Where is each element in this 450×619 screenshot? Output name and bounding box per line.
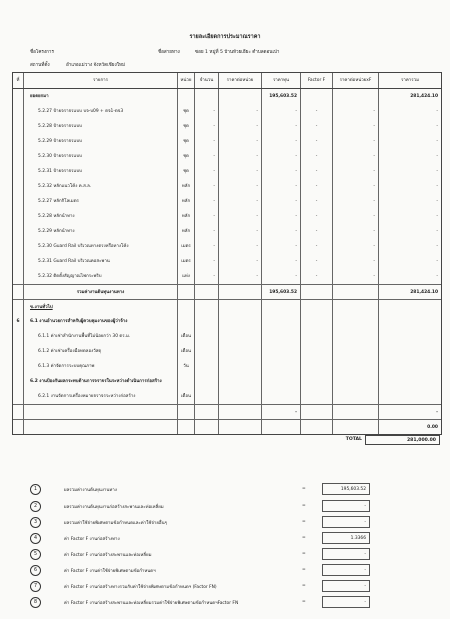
price-with-factor	[332, 314, 378, 329]
price-with-factor	[332, 285, 378, 299]
cost: -	[261, 149, 300, 164]
item-description	[23, 405, 177, 419]
number-circle-icon: 3	[30, 517, 41, 528]
equals-sign: =	[302, 503, 306, 508]
quantity: -	[194, 269, 218, 284]
table-row	[13, 224, 441, 239]
unit: ชุด	[177, 149, 194, 164]
unit: ชุด	[177, 119, 194, 134]
quantity	[194, 89, 218, 104]
factor-f	[300, 314, 332, 329]
unit-price: -	[218, 164, 261, 179]
unit-price	[218, 285, 261, 299]
table-row	[13, 374, 441, 389]
unit	[177, 285, 194, 299]
item-description: 5.2.30 ป้ายจราจรแบบ	[23, 149, 177, 164]
quantity	[194, 359, 218, 374]
table-row	[13, 299, 441, 314]
estimate-table	[12, 72, 442, 435]
unit	[177, 405, 194, 419]
col-header-unit-price: ราคาต่อหน่วย	[218, 73, 261, 88]
total-price	[378, 374, 441, 389]
total-price	[378, 359, 441, 374]
unit: หลัก	[177, 224, 194, 239]
cost	[261, 300, 300, 314]
total-value: 281,000.00	[365, 435, 440, 445]
unit: เดือน	[177, 329, 194, 344]
total-price: -	[378, 119, 441, 134]
summary-line	[30, 501, 370, 515]
item-description: 5.2.31 Guard Rail บริเวณคอสะพาน	[23, 254, 177, 269]
row-no	[13, 104, 23, 119]
row-no	[13, 164, 23, 179]
factor-f: -	[300, 209, 332, 224]
factor-f: -	[300, 134, 332, 149]
number-circle-icon: 2	[30, 501, 41, 512]
unit	[177, 89, 194, 104]
price-with-factor: -	[332, 224, 378, 239]
unit-price	[218, 359, 261, 374]
total-price: 281,424.10	[378, 285, 441, 299]
table-row	[13, 284, 441, 299]
row-no	[13, 134, 23, 149]
equals-sign: =	[302, 519, 306, 524]
cost: -	[261, 164, 300, 179]
cost: -	[261, 269, 300, 284]
quantity: -	[194, 224, 218, 239]
number-circle-icon: 4	[30, 533, 41, 544]
table-row	[13, 179, 441, 194]
price-with-factor: -	[332, 179, 378, 194]
quantity	[194, 420, 218, 434]
table-row	[13, 344, 441, 359]
quantity: -	[194, 239, 218, 254]
total-price: -	[378, 104, 441, 119]
factor-f: -	[300, 149, 332, 164]
total-row	[312, 435, 440, 445]
item-description: ข.งานทั่วไป	[23, 300, 177, 314]
summary-text: ค่า Factor F งานก่อสร้างสะพานและท่อเหลี่ยมรวมค่าใช้จ่ายพิเศษตามข้อกำหนดฯFactor FN	[64, 601, 239, 606]
summary-text: ค่า Factor F งานค่าใช้จ่ายพิเศษตามข้อกำหนดฯ	[64, 569, 156, 574]
row-no	[13, 344, 23, 359]
factor-f: -	[300, 104, 332, 119]
quantity: -	[194, 254, 218, 269]
summary-line	[30, 549, 370, 563]
col-header-item: รายการ	[23, 73, 177, 88]
quantity: -	[194, 149, 218, 164]
total-price	[378, 314, 441, 329]
summary-text: ผลรวมค่างานต้นทุนงานก่อสร้างสะพานและท่อเหลี่ยม	[64, 505, 164, 510]
cost: -	[261, 104, 300, 119]
cost: -	[261, 179, 300, 194]
cost	[261, 389, 300, 404]
cost: -	[261, 405, 300, 419]
row-no	[13, 149, 23, 164]
row-no	[13, 329, 23, 344]
unit: เมตร	[177, 254, 194, 269]
summary-text: ค่า Factor F งานก่อสร้างทาง	[64, 537, 120, 542]
row-no	[13, 359, 23, 374]
quantity	[194, 285, 218, 299]
quantity: -	[194, 134, 218, 149]
unit-price	[218, 314, 261, 329]
unit-price	[218, 344, 261, 359]
row-no: 6	[16, 319, 20, 324]
col-header-unit: หน่วย	[177, 73, 194, 88]
row-no	[13, 269, 23, 284]
col-header-cost: ราคาทุน	[261, 73, 300, 88]
item-description: 5.2.27 หลักกิโลเมตร	[23, 194, 177, 209]
number-circle-icon: 1	[30, 484, 41, 495]
table-row	[13, 119, 441, 134]
cost: -	[261, 194, 300, 209]
price-with-factor: -	[332, 104, 378, 119]
price-with-factor: -	[332, 164, 378, 179]
unit-price	[218, 374, 261, 389]
total-price	[378, 300, 441, 314]
unit: วัน	[177, 359, 194, 374]
table-row	[13, 419, 441, 434]
project-label: ชื่อโครงการ	[30, 50, 54, 55]
row-no	[13, 254, 23, 269]
price-with-factor	[332, 405, 378, 419]
summary-text: ผลรวมค่างานต้นทุนงานทาง	[64, 488, 117, 493]
quantity: -	[194, 179, 218, 194]
table-row	[13, 194, 441, 209]
total-price: -	[378, 194, 441, 209]
cost	[261, 374, 300, 389]
cost: -	[261, 224, 300, 239]
row-no	[13, 389, 23, 404]
row-no	[13, 239, 23, 254]
item-description: 6.2.1 งานจัดการเครื่องหมายจราจรระหว่างก่อสร้าง	[23, 389, 177, 404]
summary-line	[30, 581, 370, 595]
item-description: 6.1.3 ค่าจัดการระบบคุณภาพ	[23, 359, 177, 374]
table-row	[13, 359, 441, 374]
table-row	[13, 209, 441, 224]
equals-sign: =	[302, 599, 306, 604]
quantity: -	[194, 104, 218, 119]
unit-price: -	[218, 239, 261, 254]
cost: 195,603.52	[261, 89, 300, 104]
factor-f	[300, 374, 332, 389]
col-header-total: ราคารวม	[378, 73, 441, 88]
equals-sign: =	[302, 535, 306, 540]
total-price	[378, 389, 441, 404]
table-row	[13, 134, 441, 149]
price-with-factor: -	[332, 209, 378, 224]
equals-sign: =	[302, 583, 306, 588]
route-label: ชื่อสายทาง	[158, 50, 180, 55]
summary-text: ค่า Factor F งานก่อสร้างทางรวมกับค่าใช้จ่ายพิเศษตามข้อกำหนดฯ (Factor FN)	[64, 585, 217, 590]
price-with-factor: -	[332, 149, 378, 164]
table-row	[13, 164, 441, 179]
table-row	[13, 329, 441, 344]
item-description: 5.2.29 หลักนำทาง	[23, 224, 177, 239]
unit-price	[218, 420, 261, 434]
row-no	[13, 179, 23, 194]
factor-f	[300, 285, 332, 299]
total-price: -	[378, 164, 441, 179]
factor-f	[300, 359, 332, 374]
summary-value: 1.3366	[322, 532, 370, 544]
factor-f: -	[300, 254, 332, 269]
row-no	[13, 194, 23, 209]
unit-price	[218, 89, 261, 104]
table-header	[13, 73, 441, 89]
summary-value: -	[322, 596, 370, 608]
col-header-price-f: ราคาต่อหน่วยxF	[332, 73, 378, 88]
cost	[261, 329, 300, 344]
price-with-factor	[332, 420, 378, 434]
factor-f	[300, 329, 332, 344]
summary-value: -	[322, 580, 370, 592]
price-with-factor: -	[332, 194, 378, 209]
cost: 195,603.52	[261, 285, 300, 299]
quantity: -	[194, 209, 218, 224]
location-label: สถานที่ตั้ง	[30, 63, 50, 68]
total-price: -	[378, 134, 441, 149]
row-no	[13, 209, 23, 224]
price-with-factor: -	[332, 254, 378, 269]
unit-price: -	[218, 149, 261, 164]
item-description: 5.2.27 ป้ายจราจรแบบ บจ-บ09 + ตจ1-ตจ3	[23, 104, 177, 119]
col-header-no: ที่	[16, 78, 20, 83]
total-price: -	[378, 224, 441, 239]
total-price: -	[378, 254, 441, 269]
summary-line	[30, 565, 370, 579]
total-price: -	[378, 209, 441, 224]
unit-price: -	[218, 209, 261, 224]
table-row	[13, 404, 441, 419]
number-circle-icon: 7	[30, 581, 41, 592]
table-row	[13, 314, 441, 329]
unit-price	[218, 389, 261, 404]
summary-line	[30, 517, 370, 531]
summary-value: 195,603.52	[322, 483, 370, 495]
unit: หลัก	[177, 194, 194, 209]
price-with-factor: -	[332, 134, 378, 149]
cost: -	[261, 119, 300, 134]
unit: ชุด	[177, 134, 194, 149]
unit-price: -	[218, 194, 261, 209]
unit-price	[218, 405, 261, 419]
unit-price: -	[218, 224, 261, 239]
unit: หลัก	[177, 209, 194, 224]
item-description: 5.2.28 ป้ายจราจรแบบ	[23, 119, 177, 134]
unit	[177, 314, 194, 329]
summary-value: -	[322, 564, 370, 576]
item-description: 5.2.29 ป้ายจราจรแบบ	[23, 134, 177, 149]
factor-f: -	[300, 269, 332, 284]
factor-f: -	[300, 119, 332, 134]
row-no	[13, 89, 23, 104]
unit-price: -	[218, 134, 261, 149]
unit: เมตร	[177, 239, 194, 254]
summary-line	[30, 484, 370, 498]
price-with-factor	[332, 329, 378, 344]
price-with-factor	[332, 300, 378, 314]
cost: -	[261, 254, 300, 269]
total-price	[378, 329, 441, 344]
col-header-factor: Factor F	[300, 73, 332, 88]
location-value: อำเภอแม่วาง จังหวัดเชียงใหม่	[66, 63, 125, 68]
row-no	[13, 119, 23, 134]
equals-sign: =	[302, 486, 306, 491]
factor-f	[300, 389, 332, 404]
factor-f	[300, 405, 332, 419]
summary-value: -	[322, 548, 370, 560]
factor-f	[300, 420, 332, 434]
row-no	[13, 405, 23, 419]
price-with-factor	[332, 344, 378, 359]
number-circle-icon: 5	[30, 549, 41, 560]
summary-value: -	[322, 500, 370, 512]
total-price: -	[378, 405, 441, 419]
item-description: 6.1.2 ค่าเช่าเครื่องมือทดลองวัสดุ	[23, 344, 177, 359]
number-circle-icon: 6	[30, 565, 41, 576]
unit: ชุด	[177, 104, 194, 119]
item-description: 6.1 งานอำนวยการสำหรับผู้ควบคุมงานของผู้ว่าจ้าง	[23, 314, 177, 329]
total-price: -	[378, 179, 441, 194]
quantity	[194, 329, 218, 344]
item-description: 6.2 งานป้องกันผลกระทบด้านการจราจรในระหว่างดำเนินการก่อสร้าง	[23, 374, 177, 389]
unit: ชุด	[177, 164, 194, 179]
factor-f	[300, 89, 332, 104]
quantity: -	[194, 164, 218, 179]
factor-f: -	[300, 194, 332, 209]
unit	[177, 420, 194, 434]
cost: -	[261, 134, 300, 149]
equals-sign: =	[302, 551, 306, 556]
row-no	[13, 300, 23, 314]
summary-line	[30, 533, 370, 547]
price-with-factor: -	[332, 119, 378, 134]
quantity	[194, 344, 218, 359]
cost	[261, 420, 300, 434]
factor-f: -	[300, 179, 332, 194]
item-description: 5.2.32 หลักแนวโค้ง ค.ส.ล.	[23, 179, 177, 194]
quantity: -	[194, 194, 218, 209]
quantity	[194, 374, 218, 389]
table-row	[13, 89, 441, 104]
summary-text: ผลรวมค่าใช้จ่ายพิเศษตามข้อกำหนดและค่าใช้จ่ายอื่นๆ	[64, 521, 167, 526]
document-title: รายละเอียดการประมาณราคา	[189, 34, 261, 40]
unit: เดือน	[177, 344, 194, 359]
table-row	[13, 389, 441, 404]
total-price: -	[378, 239, 441, 254]
cost	[261, 344, 300, 359]
factor-f	[300, 344, 332, 359]
unit	[177, 300, 194, 314]
row-no	[13, 420, 23, 434]
item-description: ยอดยกมา	[23, 89, 177, 104]
unit-price: -	[218, 119, 261, 134]
item-description: รวมค่างานต้นทุนงานทาง	[23, 285, 177, 299]
unit	[177, 374, 194, 389]
price-with-factor: -	[332, 239, 378, 254]
table-row	[13, 254, 441, 269]
unit-price: -	[218, 269, 261, 284]
quantity	[194, 314, 218, 329]
summary-text: ค่า Factor F งานก่อสร้างสะพานและท่อเหลี่ยม	[64, 553, 152, 558]
equals-sign: =	[302, 567, 306, 572]
row-no	[13, 285, 23, 299]
quantity	[194, 300, 218, 314]
price-with-factor	[332, 89, 378, 104]
item-description: 5.2.28 หลักนำทาง	[23, 209, 177, 224]
item-description: 5.2.30 Guard Rail บริเวณทางตรงหรือทางโค้ง	[23, 239, 177, 254]
item-description: 5.2.31 ป้ายจราจรแบบ	[23, 164, 177, 179]
row-no	[13, 374, 23, 389]
unit: แห่ง	[177, 269, 194, 284]
unit-price: -	[218, 254, 261, 269]
number-circle-icon: 8	[30, 597, 41, 608]
item-description: 5.2.32 ติดตั้งสัญญาณไฟกระพริบ	[23, 269, 177, 284]
quantity	[194, 405, 218, 419]
cost: -	[261, 209, 300, 224]
summary-line	[30, 597, 370, 611]
table-row	[13, 149, 441, 164]
row-no	[13, 224, 23, 239]
price-with-factor	[332, 389, 378, 404]
table-row	[13, 269, 441, 284]
item-description	[23, 420, 177, 434]
factor-f: -	[300, 164, 332, 179]
unit: หลัก	[177, 179, 194, 194]
cost	[261, 314, 300, 329]
total-price: 281,424.10	[378, 89, 441, 104]
total-price: 0.00	[378, 420, 441, 434]
unit-price: -	[218, 179, 261, 194]
summary-value: -	[322, 516, 370, 528]
factor-f: -	[300, 224, 332, 239]
factor-f: -	[300, 239, 332, 254]
quantity: -	[194, 119, 218, 134]
table-row	[13, 104, 441, 119]
factor-f	[300, 300, 332, 314]
quantity	[194, 389, 218, 404]
cost	[261, 359, 300, 374]
item-description: 6.1.1 ค่าเช่าสำนักงานพื้นที่ไม่น้อยกว่า 30 ตร.ม.	[23, 329, 177, 344]
price-with-factor	[332, 374, 378, 389]
cost: -	[261, 239, 300, 254]
table-row	[13, 239, 441, 254]
route-value: ซอย 1 หมู่ที่ 5 บ้านห้วยเฮียะ ตำบลดอนเป่า	[195, 50, 280, 55]
total-price	[378, 344, 441, 359]
total-price: -	[378, 149, 441, 164]
price-with-factor: -	[332, 269, 378, 284]
unit: เดือน	[177, 389, 194, 404]
total-price: -	[378, 269, 441, 284]
unit-price: -	[218, 104, 261, 119]
col-header-qty: จำนวน	[194, 73, 218, 88]
unit-price	[218, 329, 261, 344]
unit-price	[218, 300, 261, 314]
price-with-factor	[332, 359, 378, 374]
total-label: TOTAL	[345, 437, 362, 442]
